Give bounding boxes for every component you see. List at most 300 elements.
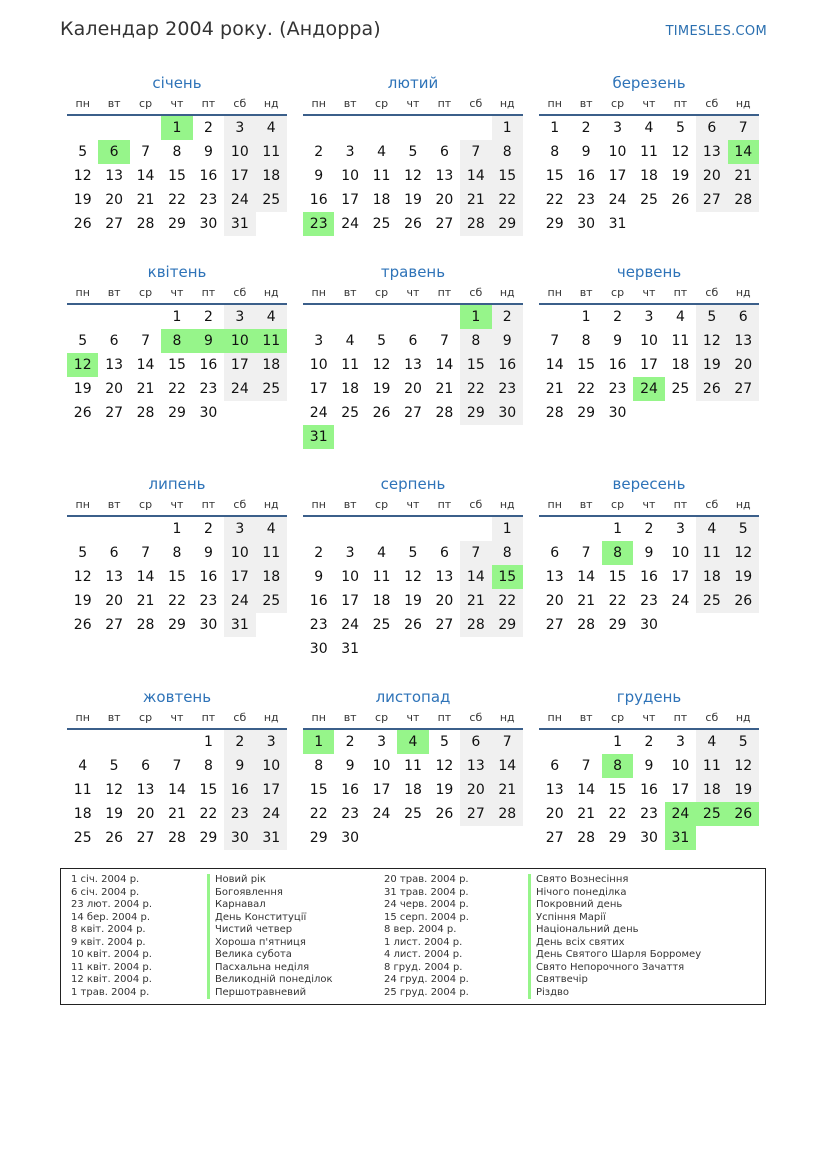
day-cell: 18 bbox=[372, 593, 391, 609]
weekday-label: пн bbox=[311, 711, 326, 724]
day-cell: 25 bbox=[640, 192, 658, 208]
month-name: грудень bbox=[616, 688, 682, 706]
day-cell: 16 bbox=[199, 357, 218, 373]
weekday-label: нд bbox=[499, 286, 515, 299]
day-cell: 25 bbox=[696, 589, 727, 613]
day-cell: 28 bbox=[577, 830, 596, 846]
day-cell: 29 bbox=[168, 216, 186, 232]
day-cell: 1 bbox=[550, 120, 560, 136]
day-cell: 8 bbox=[581, 333, 591, 349]
month-12 bbox=[539, 686, 759, 850]
day-cell: 30 bbox=[309, 641, 328, 657]
day-cell: 29 bbox=[492, 212, 523, 236]
month-5 bbox=[303, 261, 523, 449]
day-cell: 17 bbox=[608, 168, 627, 184]
day-grid bbox=[67, 730, 287, 850]
day-cell: 10 bbox=[671, 545, 690, 561]
day-cell: 13 bbox=[404, 357, 422, 373]
weekday-label: чт bbox=[642, 286, 656, 299]
month-name: жовтень bbox=[142, 688, 212, 706]
empty-cell bbox=[366, 517, 397, 541]
day-cell: 7 bbox=[141, 545, 151, 561]
day-cell: 25 bbox=[341, 405, 360, 421]
weekday-label: сб bbox=[705, 498, 719, 511]
day-cell: 15 bbox=[309, 782, 328, 798]
day-cell: 28 bbox=[435, 405, 454, 421]
holiday-day: 6 bbox=[98, 140, 129, 164]
day-cell: 4 bbox=[377, 545, 387, 561]
weekday-label: чт bbox=[406, 286, 420, 299]
day-cell: 8 bbox=[460, 329, 491, 353]
empty-cell bbox=[130, 305, 161, 329]
day-cell: 6 bbox=[550, 545, 560, 561]
day-cell: 11 bbox=[696, 754, 727, 778]
day-cell: 29 bbox=[168, 405, 186, 421]
day-cell: 19 bbox=[728, 565, 759, 589]
weekday-label: вт bbox=[579, 286, 593, 299]
weekday-label: ср bbox=[375, 498, 389, 511]
day-cell: 10 bbox=[309, 357, 328, 373]
legend-date: 24 груд. 2004 р. bbox=[384, 974, 469, 985]
holiday-day: 12 bbox=[67, 353, 98, 377]
day-cell: 10 bbox=[341, 168, 360, 184]
day-cell: 25 bbox=[256, 377, 287, 401]
day-cell: 16 bbox=[341, 782, 360, 798]
day-cell: 30 bbox=[577, 216, 596, 232]
empty-cell bbox=[130, 517, 161, 541]
day-cell: 26 bbox=[671, 192, 690, 208]
legend-holiday-name: Хороша п'ятниця bbox=[207, 937, 333, 950]
day-cell: 7 bbox=[581, 758, 591, 774]
day-cell: 23 bbox=[309, 617, 328, 633]
day-grid bbox=[303, 305, 523, 449]
day-cell: 29 bbox=[168, 617, 186, 633]
weekday-label: нд bbox=[735, 286, 751, 299]
weekday-header bbox=[303, 708, 523, 730]
day-cell: 22 bbox=[168, 593, 186, 609]
day-cell: 20 bbox=[105, 593, 124, 609]
day-cell: 16 bbox=[577, 168, 596, 184]
holiday-day: 31 bbox=[303, 425, 334, 449]
weekday-label: пн bbox=[311, 97, 326, 110]
legend-date: 20 трав. 2004 р. bbox=[384, 874, 469, 885]
empty-cell bbox=[460, 517, 491, 541]
empty-cell bbox=[366, 305, 397, 329]
day-cell: 5 bbox=[109, 758, 119, 774]
empty-cell bbox=[570, 730, 601, 754]
day-cell: 7 bbox=[439, 333, 449, 349]
day-cell: 16 bbox=[640, 782, 658, 798]
day-cell: 10 bbox=[224, 140, 255, 164]
weekday-label: чт bbox=[642, 711, 656, 724]
day-cell: 3 bbox=[675, 521, 685, 537]
day-cell: 2 bbox=[203, 521, 213, 537]
legend-names-right bbox=[528, 874, 701, 999]
month-1 bbox=[67, 72, 287, 236]
weekday-label: пт bbox=[673, 97, 688, 110]
day-cell: 15 bbox=[492, 164, 523, 188]
day-cell: 7 bbox=[141, 144, 151, 160]
day-cell: 11 bbox=[256, 541, 287, 565]
day-cell: 28 bbox=[728, 188, 759, 212]
legend-date: 31 трав. 2004 р. bbox=[384, 886, 469, 898]
day-cell: 22 bbox=[168, 192, 186, 208]
day-cell: 14 bbox=[136, 569, 155, 585]
day-cell: 29 bbox=[577, 405, 596, 421]
day-cell: 1 bbox=[492, 517, 523, 541]
weekday-label: вт bbox=[343, 711, 357, 724]
day-cell: 5 bbox=[696, 305, 727, 329]
day-cell: 14 bbox=[460, 565, 491, 589]
day-cell: 3 bbox=[224, 517, 255, 541]
month-6 bbox=[539, 261, 759, 425]
day-cell: 15 bbox=[199, 782, 218, 798]
empty-cell bbox=[303, 517, 334, 541]
day-cell: 27 bbox=[435, 216, 454, 232]
weekday-header bbox=[303, 283, 523, 305]
day-cell: 8 bbox=[203, 758, 213, 774]
day-cell: 27 bbox=[435, 617, 454, 633]
weekday-label: пн bbox=[311, 498, 326, 511]
legend-date: 25 груд. 2004 р. bbox=[384, 986, 469, 998]
holiday-day: 14 bbox=[728, 140, 759, 164]
legend-names-left bbox=[207, 874, 333, 999]
empty-cell bbox=[161, 730, 192, 754]
weekday-label: ср bbox=[139, 286, 153, 299]
day-cell: 9 bbox=[314, 569, 324, 585]
month-name: червень bbox=[616, 263, 682, 281]
day-cell: 19 bbox=[404, 593, 422, 609]
day-cell: 10 bbox=[224, 541, 255, 565]
day-cell: 22 bbox=[608, 806, 627, 822]
day-cell: 18 bbox=[372, 192, 391, 208]
weekday-header bbox=[67, 495, 287, 517]
day-cell: 1 bbox=[172, 309, 182, 325]
day-cell: 7 bbox=[492, 730, 523, 754]
day-cell: 3 bbox=[314, 333, 324, 349]
day-cell: 9 bbox=[224, 754, 255, 778]
legend-holiday-name: Різдво bbox=[528, 987, 701, 1000]
weekday-label: пн bbox=[75, 286, 90, 299]
weekday-label: ср bbox=[375, 97, 389, 110]
holiday-day: 15 bbox=[492, 565, 523, 589]
day-cell: 15 bbox=[608, 782, 627, 798]
day-cell: 7 bbox=[581, 545, 591, 561]
weekday-label: пн bbox=[75, 498, 90, 511]
weekday-label: нд bbox=[735, 97, 751, 110]
day-cell: 16 bbox=[492, 353, 523, 377]
day-cell: 3 bbox=[613, 120, 623, 136]
holiday-day: 8 bbox=[602, 541, 633, 565]
day-cell: 24 bbox=[224, 589, 255, 613]
weekday-label: чт bbox=[406, 498, 420, 511]
day-cell: 25 bbox=[372, 617, 391, 633]
day-cell: 3 bbox=[345, 144, 355, 160]
day-cell: 10 bbox=[341, 569, 360, 585]
day-cell: 9 bbox=[613, 333, 623, 349]
day-cell: 29 bbox=[492, 613, 523, 637]
weekday-label: ср bbox=[611, 286, 625, 299]
day-cell: 13 bbox=[435, 569, 454, 585]
legend-holiday-name: Свято Вознесіння bbox=[528, 874, 701, 887]
weekday-header bbox=[539, 283, 759, 305]
month-10 bbox=[67, 686, 287, 850]
day-cell: 15 bbox=[608, 569, 627, 585]
weekday-label: ср bbox=[611, 498, 625, 511]
day-cell: 5 bbox=[377, 333, 387, 349]
day-cell: 25 bbox=[372, 216, 391, 232]
day-cell: 16 bbox=[199, 168, 218, 184]
day-cell: 6 bbox=[109, 545, 119, 561]
legend-date: 24 черв. 2004 р. bbox=[384, 899, 469, 910]
day-cell: 24 bbox=[224, 188, 255, 212]
weekday-label: пт bbox=[201, 286, 216, 299]
empty-cell bbox=[67, 116, 98, 140]
day-cell: 9 bbox=[203, 144, 213, 160]
empty-cell bbox=[67, 730, 98, 754]
day-cell: 14 bbox=[577, 569, 596, 585]
day-cell: 6 bbox=[439, 545, 449, 561]
day-cell: 18 bbox=[671, 357, 690, 373]
day-cell: 26 bbox=[73, 405, 92, 421]
holiday-day: 26 bbox=[728, 802, 759, 826]
holiday-day: 11 bbox=[256, 329, 287, 353]
legend-holiday-name: Велика субота bbox=[207, 949, 333, 962]
weekday-label: сб bbox=[233, 711, 247, 724]
day-cell: 20 bbox=[696, 164, 727, 188]
legend-date: 11 квіт. 2004 р. bbox=[71, 961, 152, 973]
day-cell: 23 bbox=[608, 381, 627, 397]
weekday-label: вт bbox=[579, 498, 593, 511]
day-cell: 22 bbox=[309, 806, 328, 822]
day-cell: 28 bbox=[460, 212, 491, 236]
day-cell: 18 bbox=[696, 565, 727, 589]
day-cell: 19 bbox=[671, 168, 690, 184]
day-cell: 12 bbox=[372, 357, 391, 373]
day-cell: 11 bbox=[73, 782, 92, 798]
day-cell: 26 bbox=[73, 216, 92, 232]
weekday-label: чт bbox=[406, 97, 420, 110]
day-cell: 21 bbox=[492, 778, 523, 802]
day-cell: 5 bbox=[728, 517, 759, 541]
weekday-header bbox=[67, 283, 287, 305]
day-cell: 20 bbox=[545, 593, 564, 609]
day-cell: 20 bbox=[105, 381, 124, 397]
legend-holiday-name: Національний день bbox=[528, 924, 701, 937]
legend-holiday-name: Покровний день bbox=[528, 899, 701, 912]
day-cell: 23 bbox=[640, 806, 658, 822]
day-cell: 30 bbox=[492, 401, 523, 425]
site-link[interactable]: TIMESLES.COM bbox=[665, 24, 767, 39]
day-cell: 16 bbox=[309, 593, 328, 609]
day-cell: 29 bbox=[608, 830, 627, 846]
day-cell: 18 bbox=[73, 806, 92, 822]
day-cell: 11 bbox=[372, 168, 391, 184]
legend-holiday-name: День всіх святих bbox=[528, 937, 701, 950]
day-cell: 2 bbox=[203, 309, 213, 325]
day-cell: 15 bbox=[168, 357, 186, 373]
empty-cell bbox=[334, 517, 365, 541]
weekday-label: сб bbox=[705, 97, 719, 110]
day-cell: 8 bbox=[172, 144, 182, 160]
day-cell: 31 bbox=[224, 212, 255, 236]
day-cell: 22 bbox=[199, 806, 218, 822]
day-cell: 23 bbox=[224, 802, 255, 826]
legend-holiday-name: Великодній понеділок bbox=[207, 974, 333, 987]
weekday-label: нд bbox=[735, 711, 751, 724]
day-cell: 25 bbox=[404, 806, 422, 822]
weekday-label: сб bbox=[469, 498, 483, 511]
day-cell: 3 bbox=[256, 730, 287, 754]
day-cell: 15 bbox=[168, 168, 186, 184]
day-cell: 27 bbox=[460, 802, 491, 826]
day-cell: 21 bbox=[577, 593, 596, 609]
day-cell: 18 bbox=[341, 381, 360, 397]
day-cell: 31 bbox=[256, 826, 287, 850]
legend-holiday-name: Нічого понеділка bbox=[528, 887, 701, 900]
day-cell: 27 bbox=[545, 617, 564, 633]
weekday-label: чт bbox=[170, 498, 184, 511]
day-cell: 13 bbox=[545, 782, 564, 798]
day-cell: 10 bbox=[608, 144, 627, 160]
day-cell: 11 bbox=[696, 541, 727, 565]
day-cell: 12 bbox=[728, 541, 759, 565]
empty-cell bbox=[397, 517, 428, 541]
day-cell: 7 bbox=[460, 140, 491, 164]
legend-dates-left bbox=[71, 874, 152, 999]
day-cell: 28 bbox=[492, 802, 523, 826]
day-cell: 22 bbox=[168, 381, 186, 397]
day-cell: 24 bbox=[256, 802, 287, 826]
day-cell: 28 bbox=[545, 405, 564, 421]
empty-cell bbox=[130, 116, 161, 140]
day-cell: 13 bbox=[105, 168, 124, 184]
day-cell: 12 bbox=[671, 144, 690, 160]
empty-cell bbox=[98, 305, 129, 329]
day-cell: 2 bbox=[581, 120, 591, 136]
legend-date: 9 квіт. 2004 р. bbox=[71, 936, 146, 948]
day-cell: 17 bbox=[256, 778, 287, 802]
day-cell: 12 bbox=[404, 569, 422, 585]
empty-cell bbox=[539, 517, 570, 541]
day-cell: 11 bbox=[671, 333, 690, 349]
day-cell: 24 bbox=[224, 377, 255, 401]
empty-cell bbox=[98, 730, 129, 754]
empty-cell bbox=[539, 305, 570, 329]
day-cell: 3 bbox=[224, 116, 255, 140]
day-cell: 9 bbox=[581, 144, 591, 160]
day-cell: 7 bbox=[728, 116, 759, 140]
legend-date: 1 січ. 2004 р. bbox=[71, 874, 140, 885]
day-cell: 9 bbox=[314, 168, 324, 184]
day-cell: 27 bbox=[105, 617, 124, 633]
day-cell: 4 bbox=[256, 116, 287, 140]
weekday-label: нд bbox=[735, 498, 751, 511]
weekday-header bbox=[539, 495, 759, 517]
day-cell: 22 bbox=[545, 192, 564, 208]
holiday-day: 8 bbox=[602, 754, 633, 778]
legend-date: 8 вер. 2004 р. bbox=[384, 924, 457, 935]
day-cell: 4 bbox=[78, 758, 88, 774]
holiday-day: 24 bbox=[665, 802, 696, 826]
day-cell: 17 bbox=[224, 565, 255, 589]
day-cell: 5 bbox=[78, 144, 88, 160]
month-name: травень bbox=[380, 263, 446, 281]
weekday-label: пт bbox=[201, 97, 216, 110]
day-cell: 5 bbox=[675, 120, 685, 136]
weekday-label: сб bbox=[705, 286, 719, 299]
weekday-label: ср bbox=[611, 711, 625, 724]
day-cell: 12 bbox=[435, 758, 454, 774]
weekday-label: пн bbox=[547, 711, 562, 724]
day-cell: 24 bbox=[309, 405, 328, 421]
day-cell: 30 bbox=[224, 826, 255, 850]
month-11 bbox=[303, 686, 523, 850]
month-name: липень bbox=[148, 475, 206, 493]
legend-holiday-name: Пасхальна неділя bbox=[207, 962, 333, 975]
weekday-label: нд bbox=[499, 711, 515, 724]
holiday-day: 4 bbox=[397, 730, 428, 754]
day-cell: 19 bbox=[696, 353, 727, 377]
day-cell: 12 bbox=[696, 329, 727, 353]
legend-date: 12 квіт. 2004 р. bbox=[71, 974, 152, 985]
day-cell: 20 bbox=[460, 778, 491, 802]
day-cell: 2 bbox=[314, 144, 324, 160]
empty-cell bbox=[334, 305, 365, 329]
holiday-day: 24 bbox=[633, 377, 664, 401]
day-grid bbox=[539, 116, 759, 236]
empty-cell bbox=[397, 116, 428, 140]
day-cell: 9 bbox=[492, 329, 523, 353]
legend-date: 14 бер. 2004 р. bbox=[71, 911, 151, 923]
day-cell: 2 bbox=[314, 545, 324, 561]
empty-cell bbox=[366, 116, 397, 140]
empty-cell bbox=[429, 305, 460, 329]
weekday-label: сб bbox=[233, 286, 247, 299]
day-cell: 14 bbox=[136, 357, 155, 373]
day-cell: 21 bbox=[136, 381, 155, 397]
holiday-legend bbox=[60, 868, 766, 1005]
weekday-label: пт bbox=[437, 498, 452, 511]
weekday-label: вт bbox=[343, 97, 357, 110]
day-cell: 1 bbox=[581, 309, 591, 325]
legend-dates-right bbox=[384, 874, 469, 999]
day-cell: 7 bbox=[460, 541, 491, 565]
day-cell: 26 bbox=[404, 617, 422, 633]
day-cell: 26 bbox=[728, 589, 759, 613]
day-cell: 7 bbox=[172, 758, 182, 774]
legend-date: 8 квіт. 2004 р. bbox=[71, 924, 146, 935]
month-2 bbox=[303, 72, 523, 236]
day-cell: 17 bbox=[640, 357, 658, 373]
day-cell: 21 bbox=[460, 188, 491, 212]
weekday-label: пт bbox=[673, 286, 688, 299]
weekday-header bbox=[303, 495, 523, 517]
empty-cell bbox=[429, 517, 460, 541]
day-cell: 26 bbox=[73, 617, 92, 633]
weekday-label: нд bbox=[263, 97, 279, 110]
empty-cell bbox=[539, 730, 570, 754]
day-cell: 4 bbox=[696, 730, 727, 754]
day-cell: 17 bbox=[224, 353, 255, 377]
day-cell: 6 bbox=[728, 305, 759, 329]
day-cell: 17 bbox=[671, 569, 690, 585]
month-name: серпень bbox=[380, 475, 446, 493]
weekday-label: чт bbox=[642, 498, 656, 511]
holiday-day: 23 bbox=[303, 212, 334, 236]
weekday-header bbox=[67, 94, 287, 116]
day-grid bbox=[67, 116, 287, 236]
